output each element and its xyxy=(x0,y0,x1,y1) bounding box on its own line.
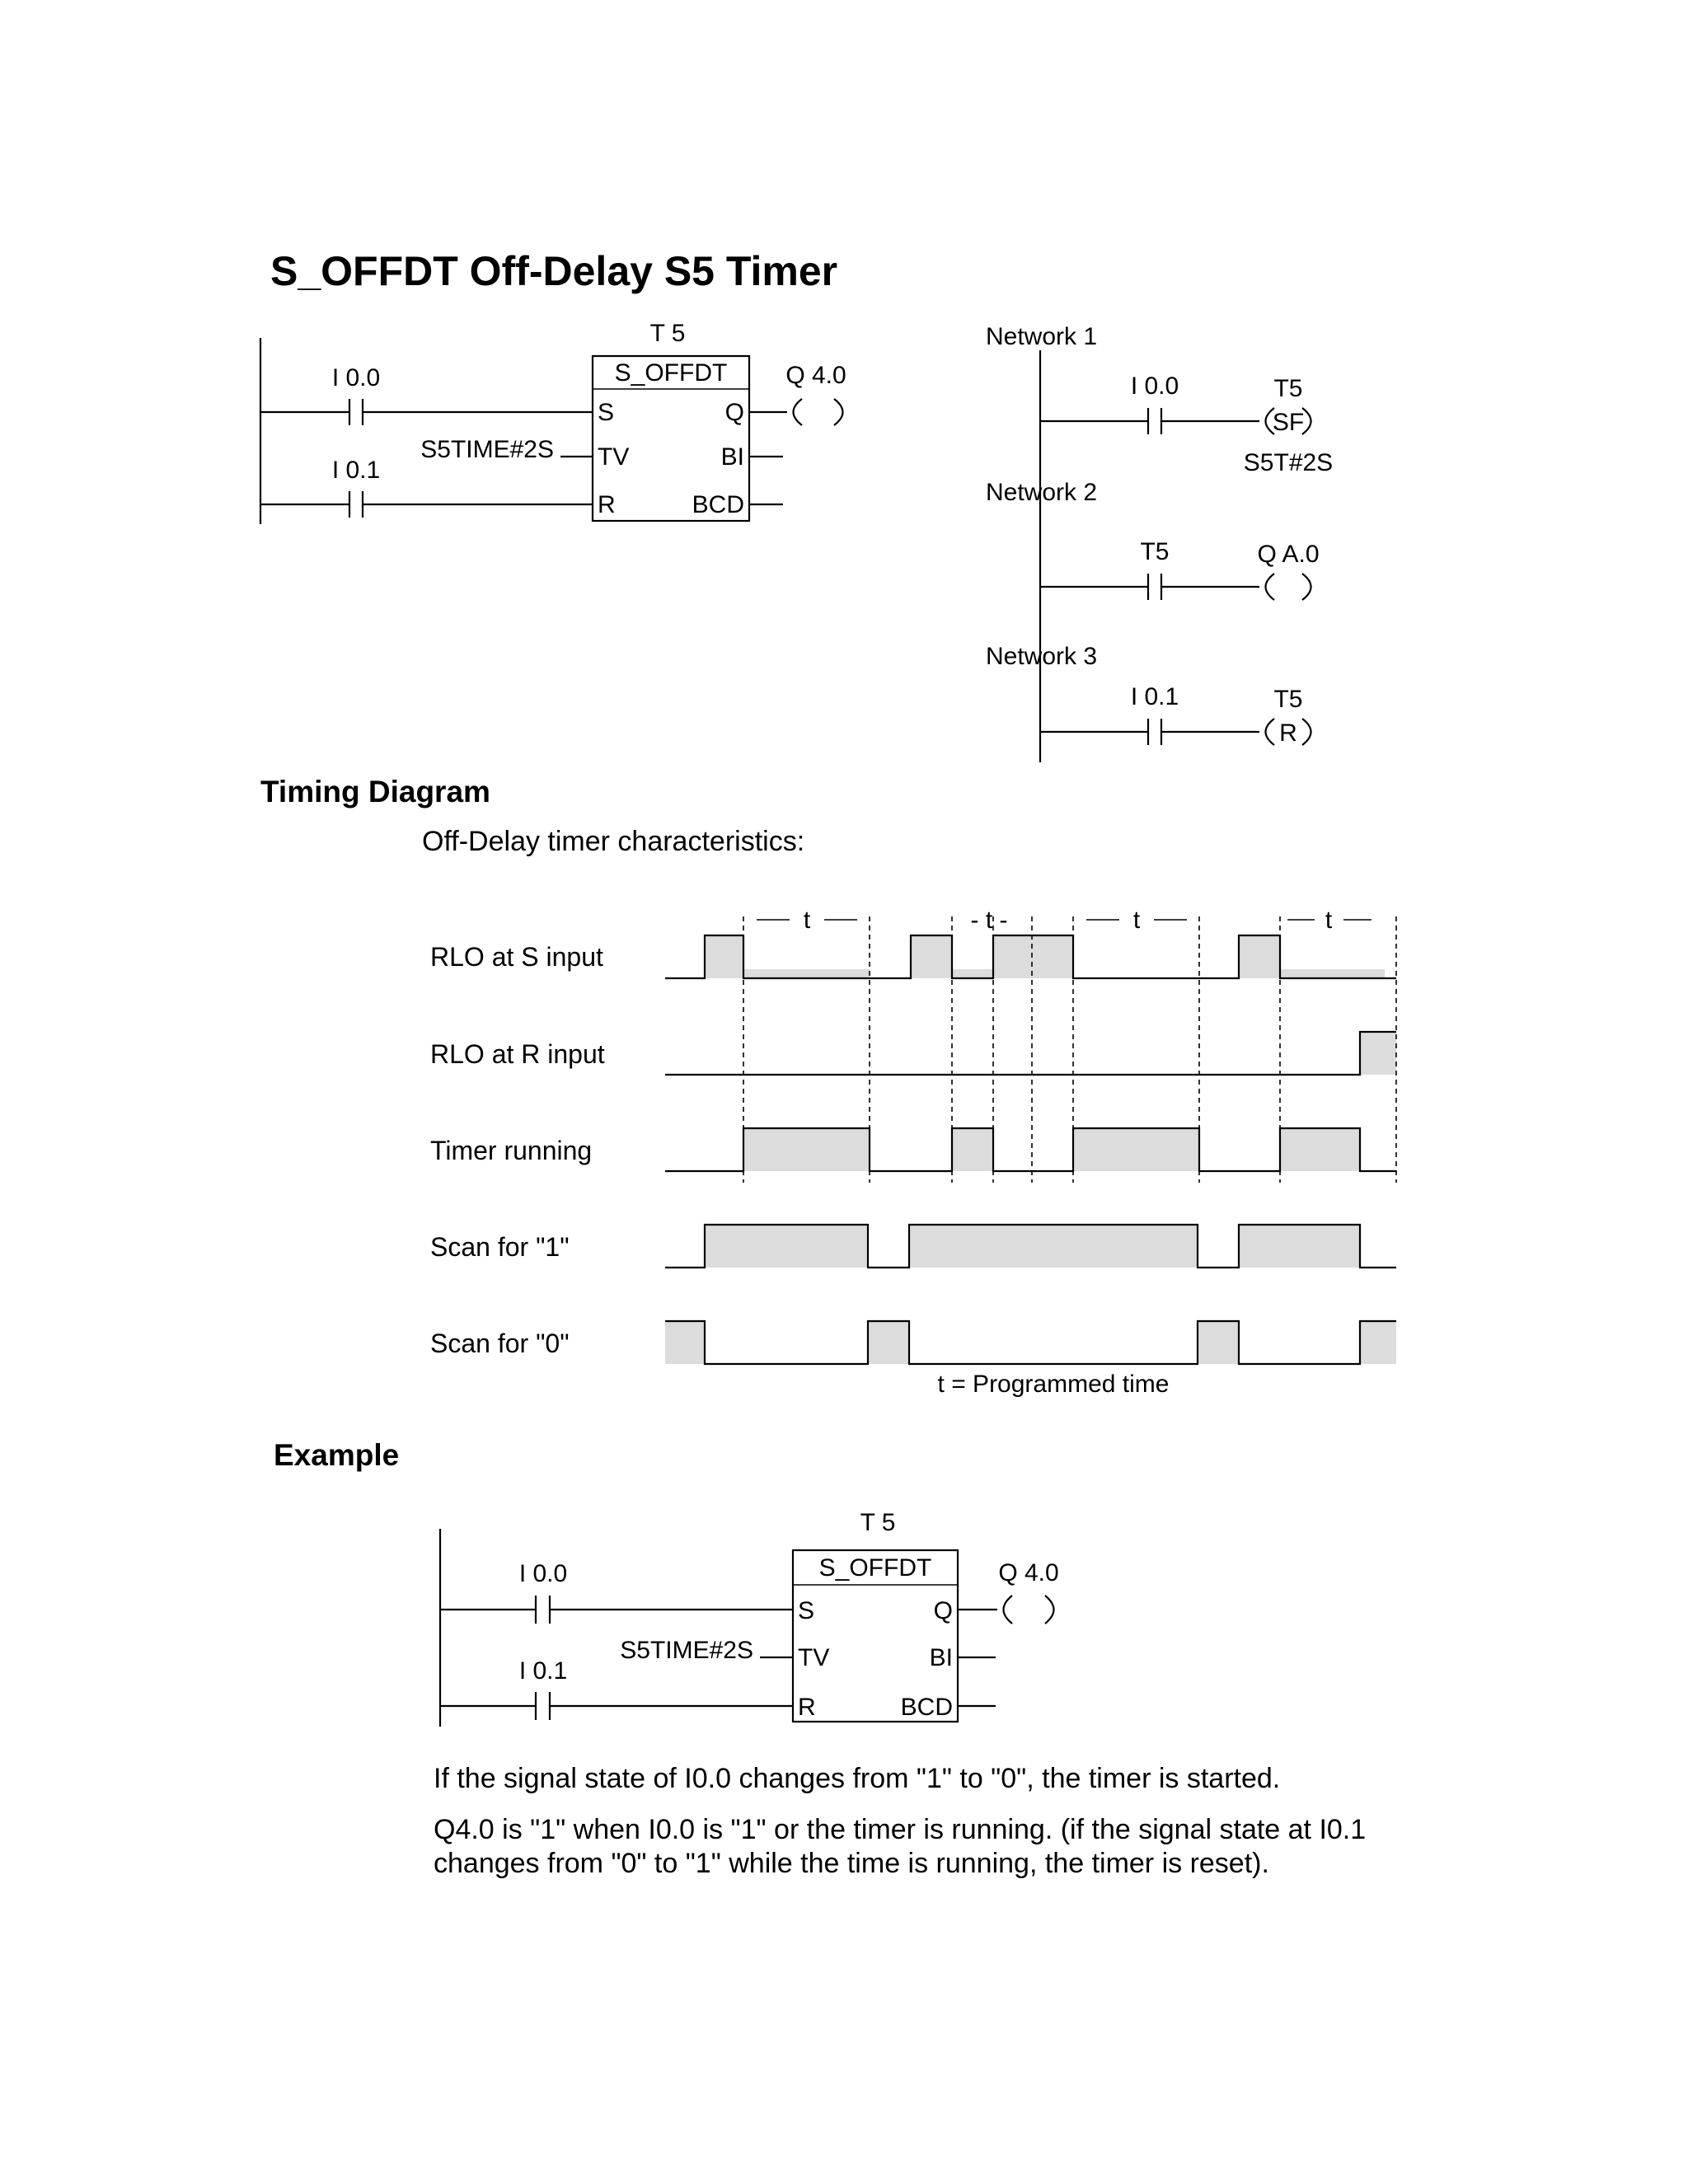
pin-bi: BI xyxy=(720,443,744,471)
example-pin-bcd: BCD xyxy=(900,1694,953,1721)
network-3-coil-right-arc xyxy=(1302,719,1311,745)
signal-label-scan-1: Scan for "1" xyxy=(430,1232,570,1262)
page-title: S_OFFDT Off-Delay S5 Timer xyxy=(270,248,838,294)
timing-diagram-heading: Timing Diagram xyxy=(260,775,490,808)
network-2-coil-left-arc xyxy=(1266,574,1275,600)
interval-annotations xyxy=(757,907,1372,934)
s-input-gap-2-fill xyxy=(952,969,993,978)
waveform-scan-0 xyxy=(665,1321,1396,1364)
network-ladder-diagram xyxy=(973,317,1385,766)
example-output-q40-label: Q 4.0 xyxy=(998,1559,1059,1586)
s-input-gap-1-fill xyxy=(743,969,870,978)
timer-run-3-fill xyxy=(1073,1128,1199,1171)
s-input-pulse-4-fill xyxy=(1239,935,1280,978)
pin-s: S xyxy=(598,399,615,426)
interval-4-label: t xyxy=(1325,907,1333,934)
network-1-coil-parameter: S5T#2S xyxy=(1243,449,1334,476)
timer-number-label: T 5 xyxy=(649,321,686,347)
example-description-2: Q4.0 is "1" when I0.0 is "1" or the timer is running. (if the signal state at I0.1 changes from "0" to "1" while the time is running, the timer is reset). xyxy=(434,1814,1367,1879)
network-3-coil-left-arc xyxy=(1266,719,1275,745)
example-pin-q: Q xyxy=(933,1597,953,1624)
scan-0-pulse-4-fill xyxy=(1360,1321,1396,1364)
timing-diagram-intro: Off-Delay timer characteristics: xyxy=(422,826,805,857)
time-value-label: S5TIME#2S xyxy=(420,436,554,463)
example-pin-bi: BI xyxy=(929,1644,953,1671)
s-input-pulse-3-fill xyxy=(993,935,1073,978)
network-3-coil-operand: T5 xyxy=(1273,686,1303,713)
example-coil-q40-right-arc xyxy=(1045,1596,1054,1624)
scan-0-pulse-2-fill xyxy=(868,1321,909,1364)
scan-0-pulse-3-fill xyxy=(1198,1321,1239,1364)
example-timer-number-label: T 5 xyxy=(860,1509,896,1536)
example-block-name: S_OFFDT xyxy=(818,1554,932,1582)
pin-q: Q xyxy=(724,399,744,426)
timing-diagram xyxy=(412,898,1418,1409)
scan-0-pulse-1-fill xyxy=(665,1321,705,1364)
timer-run-2-fill xyxy=(952,1128,993,1171)
network-2-title: Network 2 xyxy=(986,479,1098,506)
coil-q40-right-arc xyxy=(834,399,843,425)
network-3-coil-symbol: R xyxy=(1279,719,1297,747)
network-2-contact-label: T5 xyxy=(1140,538,1170,565)
signal-fills xyxy=(665,935,1396,1364)
network-1-contact-label: I 0.0 xyxy=(1130,373,1179,400)
scan-1-pulse-2-fill xyxy=(909,1225,1198,1268)
pin-tv: TV xyxy=(598,443,630,471)
timer-run-1-fill xyxy=(743,1128,870,1171)
example-time-value-label: S5TIME#2S xyxy=(620,1637,753,1664)
network-2-coil-operand: Q A.0 xyxy=(1257,541,1320,568)
example-heading: Example xyxy=(274,1438,400,1472)
interval-2-label: - t - xyxy=(970,907,1008,934)
scan-1-pulse-1-fill xyxy=(705,1225,868,1268)
s-input-gap-4-fill xyxy=(1280,969,1385,978)
signal-label-timer-running: Timer running xyxy=(430,1136,593,1165)
box-ladder-diagram xyxy=(247,321,890,544)
example-pin-s: S xyxy=(798,1597,815,1624)
interval-3-label: t xyxy=(1132,907,1141,934)
example-pin-r: R xyxy=(798,1694,816,1721)
example-coil-q40-left-arc xyxy=(1004,1596,1013,1624)
waveform-r-input xyxy=(665,1032,1396,1075)
scan-1-pulse-3-fill xyxy=(1239,1225,1360,1268)
signal-label-r-input: RLO at R input xyxy=(430,1039,605,1069)
timer-run-4-fill xyxy=(1280,1128,1360,1171)
network-3-title: Network 3 xyxy=(986,643,1098,670)
contact-i01-label: I 0.1 xyxy=(331,457,381,484)
example-description-1: If the signal state of I0.0 changes from "1" to "0", the timer is started. xyxy=(434,1763,1281,1794)
example-pin-tv: TV xyxy=(798,1644,830,1671)
pin-bcd: BCD xyxy=(692,491,744,518)
timing-caption: t = Programmed time xyxy=(937,1371,1170,1398)
network-1-coil-operand: T5 xyxy=(1273,375,1303,402)
signal-label-s-input: RLO at S input xyxy=(430,942,603,972)
network-3-contact-label: I 0.1 xyxy=(1130,683,1179,710)
network-1-title: Network 1 xyxy=(986,323,1098,350)
output-q40-label: Q 4.0 xyxy=(785,362,846,389)
pin-r: R xyxy=(598,491,616,518)
network-1-coil-symbol: SF xyxy=(1272,409,1305,436)
signal-label-scan-0: Scan for "0" xyxy=(430,1329,570,1358)
s-input-pulse-2-fill xyxy=(911,935,952,978)
coil-q40-left-arc xyxy=(794,399,803,425)
interval-1-label: t xyxy=(803,907,811,934)
r-input-pulse-fill xyxy=(1360,1032,1396,1075)
block-name: S_OFFDT xyxy=(614,359,728,387)
example-contact-i01-label: I 0.1 xyxy=(518,1657,568,1685)
contact-i00-label: I 0.0 xyxy=(331,364,381,391)
s-input-pulse-1-fill xyxy=(705,935,743,978)
example-contact-i00-label: I 0.0 xyxy=(518,1560,568,1587)
network-2-coil-right-arc xyxy=(1302,574,1311,600)
example-ladder-diagram xyxy=(420,1504,1096,1735)
